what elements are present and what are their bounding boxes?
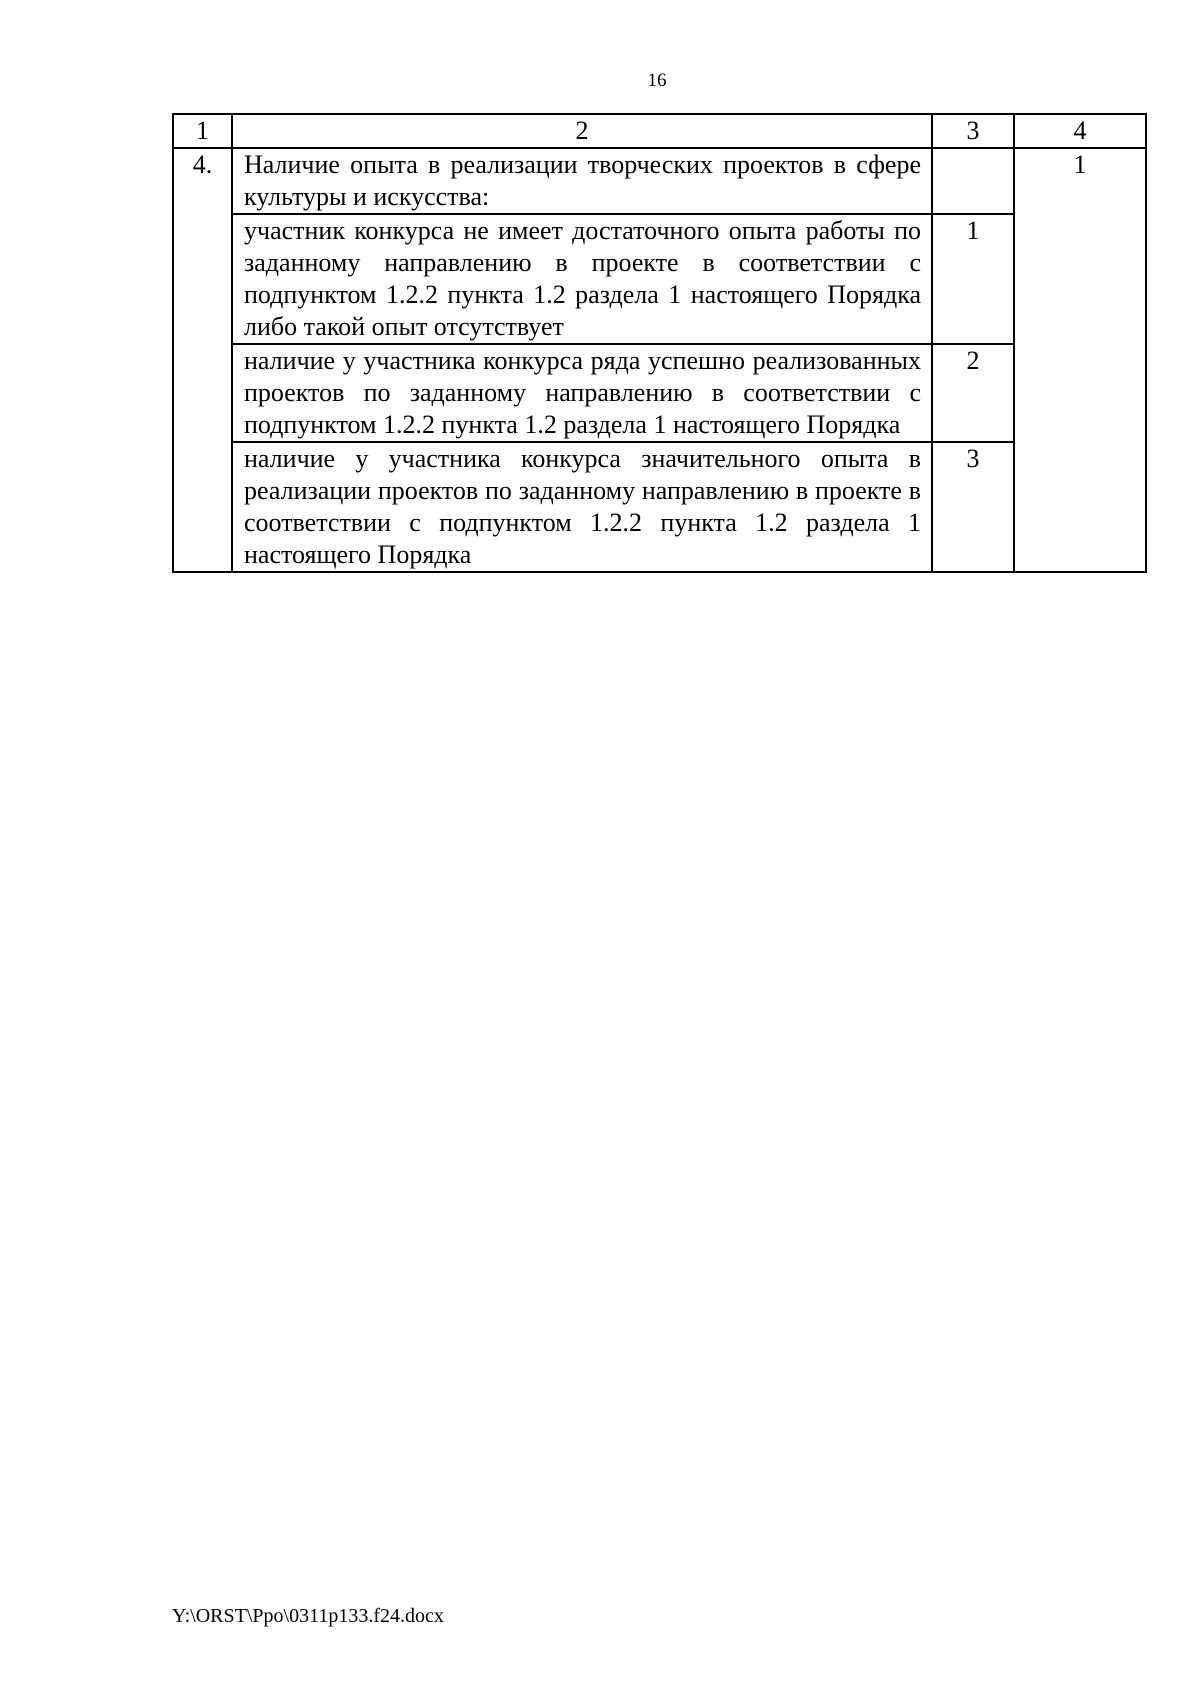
criteria-table [172, 113, 1147, 573]
header-cell-3: 3 [932, 114, 1014, 148]
row-number: 4. [173, 148, 232, 572]
table-row [173, 214, 1146, 344]
option-text-2: наличие у участника конкурса ряда успешно реализованных проектов по заданному направлению в соответствии с подпунктом 1.2.2 пункта 1.2 раздела 1 настоящего Порядка [232, 344, 932, 442]
table-row [173, 442, 1146, 572]
option-score-1: 1 [932, 214, 1014, 344]
criterion-weight: 1 [1014, 148, 1146, 572]
header-cell-2: 2 [232, 114, 932, 148]
criterion-title: Наличие опыта в реализации творческих проектов в сфере культуры и искусства: [232, 148, 932, 214]
header-cell-4: 4 [1014, 114, 1146, 148]
option-score-3: 3 [932, 442, 1014, 572]
table-header-row [173, 114, 1146, 148]
header-cell-1: 1 [173, 114, 232, 148]
option-text-1: участник конкурса не имеет достаточного опыта работы по заданному направлению в проекте в соответствии с подпунктом 1.2.2 пункта 1.2 раздела 1 настоящего Порядка либо такой опыт отсутствует [232, 214, 932, 344]
criterion-title-score [932, 148, 1014, 214]
option-score-2: 2 [932, 344, 1014, 442]
table-row [173, 344, 1146, 442]
option-text-3: наличие у участника конкурса значительного опыта в реализации проектов по заданному направлению в проекте в соответствии с подпунктом 1.2.2 пункта 1.2 раздела 1 настоящего Порядка [232, 442, 932, 572]
page-number: 16 [647, 70, 667, 91]
footer-file-path: Y:\ORST\Ppo\0311p133.f24.docx [172, 1605, 444, 1627]
table-row [173, 148, 1146, 214]
